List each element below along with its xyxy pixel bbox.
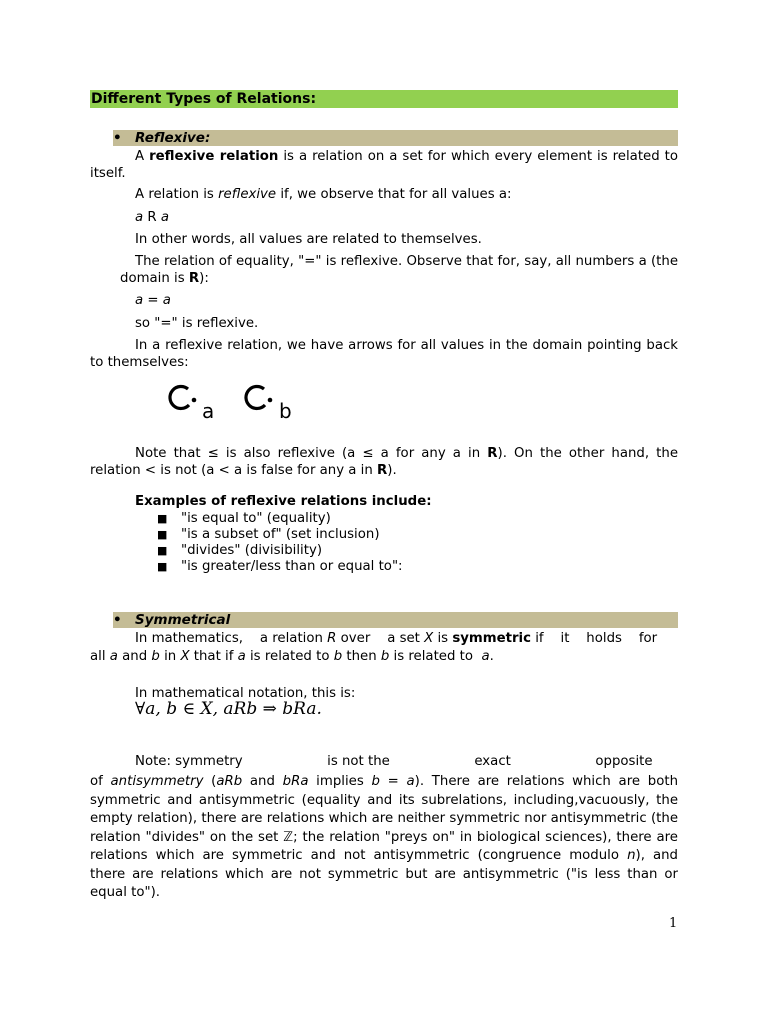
section-heading-reflexive: [113, 130, 678, 146]
square-bullet-icon: ■: [157, 528, 168, 541]
bullet-icon: •: [113, 612, 122, 628]
square-bullet-icon: ■: [157, 560, 168, 573]
node-label-a: a: [202, 399, 215, 423]
reflexive-formula: a R a: [135, 210, 170, 225]
symmetric-definition-line1: In mathematics, a relation R over a set X is symmetric if it holds for: [135, 631, 658, 646]
reflexive-note: Note that ≤ is also reflexive (a ≤ a for any a in R). On the other hand, the relation < is not (a < a is false for any a in R).: [90, 446, 678, 478]
list-item: ■ "is equal to" (equality): [157, 511, 331, 526]
section-heading-symmetrical: [113, 612, 678, 628]
loop-arrow-icon: [170, 386, 196, 408]
page-title: Different Types of Relations:: [90, 90, 678, 108]
equality-conclusion: so "=" is reflexive.: [135, 316, 259, 331]
list-item: ■ "is a subset of" (set inclusion): [157, 527, 380, 542]
symmetric-note-line1: Note: symmetry is not the exact opposite: [135, 754, 653, 769]
symmetric-definition-line2: all a and b in X that if a is related to b then b is related to a.: [90, 649, 494, 664]
examples-heading: Examples of reflexive relations include:: [135, 494, 432, 509]
square-bullet-icon: ■: [157, 544, 168, 557]
reflexive-arrows-text: In a reflexive relation, we have arrows for all values in the domain pointing back to themselves:: [90, 338, 678, 370]
list-item: ■ "divides" (divisibility): [157, 543, 323, 558]
bullet-icon: •: [113, 130, 122, 146]
reflexive-condition: A relation is reflexive if, we observe that for all values a:: [135, 187, 512, 202]
reflexive-equality: The relation of equality, "=" is reflexive. Observe that for, say, all numbers a (the domain is R):: [120, 254, 678, 286]
reflexive-loop-diagram: [165, 380, 305, 424]
loop-arrow-icon: [246, 386, 272, 408]
list-item: ■ "is greater/less than or equal to":: [157, 559, 403, 574]
section-heading-label: Reflexive:: [135, 130, 211, 146]
reflexive-definition: A reflexive relation is a relation on a set for which every element is related to itself.: [90, 149, 678, 181]
section-heading-label: Symmetrical: [135, 612, 231, 628]
reflexive-other-words: In other words, all values are related to themselves.: [135, 232, 482, 247]
equality-formula: a = a: [135, 293, 171, 308]
notation-intro: In mathematical notation, this is:: [135, 686, 356, 701]
node-label-b: b: [279, 399, 292, 423]
symmetric-formula: ∀a, b ∈ X, aRb ⇒ bRa.: [135, 699, 322, 719]
symmetric-note: of antisymmetry (aRb and bRa implies b = a). There are relations which are both symmetric and antisymmetric (equality and its subrelations, including,vacuously, the empty relation), there are relations which are neither symmetric nor antisymmetric (the relation "divides" on the set ℤ; the relation "preys on" in biological sciences), there are relations which are symmetric and not antisymmetric (congruence modulo n), and there are relations which are not symmetric but are antisymmetric ("is less than or equal to").: [90, 774, 678, 900]
page-number: 1: [669, 916, 678, 931]
square-bullet-icon: ■: [157, 512, 168, 525]
